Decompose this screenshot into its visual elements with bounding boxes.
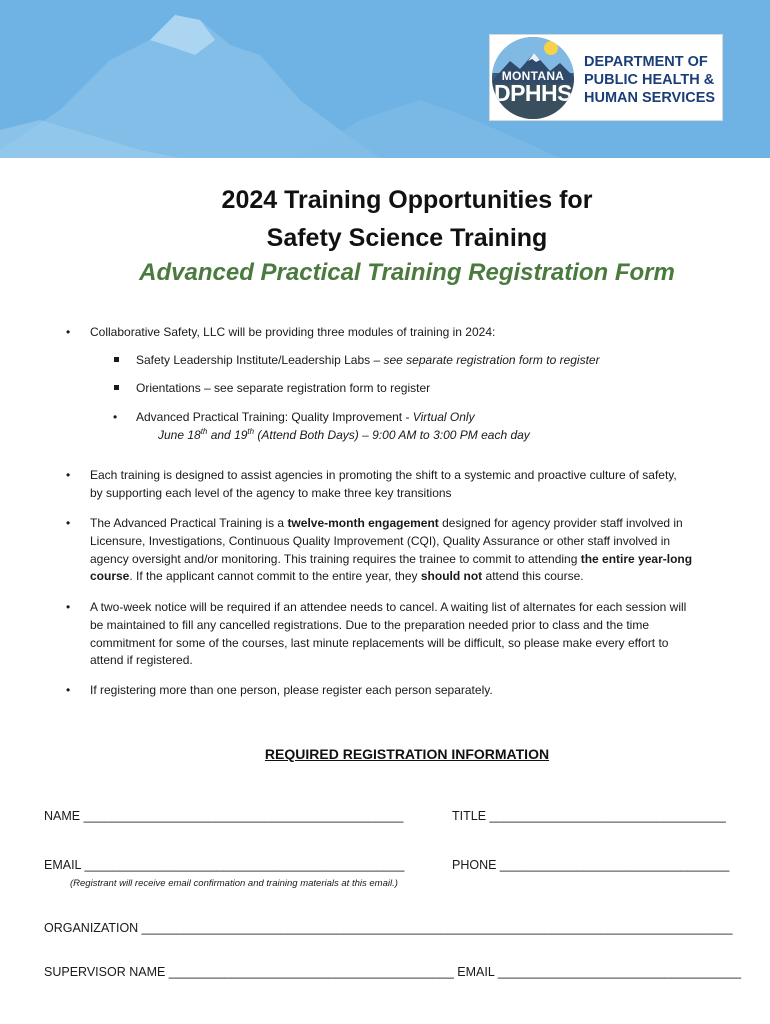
square-bullet bbox=[114, 385, 119, 390]
supervisor-field[interactable]: SUPERVISOR NAME _________________________________________ EMAIL ___________________________________ bbox=[44, 965, 742, 979]
email-note: (Registrant will receive email confirmation and training materials at this email.) bbox=[70, 878, 398, 889]
header-banner bbox=[0, 0, 770, 158]
organization-field[interactable]: ORGANIZATION _____________________________________________________________________________________ bbox=[44, 921, 733, 935]
dept-line-2: PUBLIC HEALTH & bbox=[584, 72, 715, 88]
sub-item-orientations: Orientations – see separate registration form to register bbox=[136, 381, 431, 395]
dept-line-3: HUMAN SERVICES bbox=[584, 90, 716, 106]
bullet-dot: • bbox=[66, 325, 71, 339]
dept-line-1: DEPARTMENT OF bbox=[584, 54, 708, 70]
sub-item-leadership: Safety Leadership Institute/Leadership Labs – see separate registration form to register bbox=[136, 353, 600, 367]
form-subtitle: Advanced Practical Training Registration Form bbox=[139, 259, 675, 286]
logo-department-name bbox=[584, 53, 715, 107]
training-purpose-text: Each training is designed to assist agencies in promoting the shift to a systemic and proactive culture of safety, by supporting each level of the agency to make three key transitions bbox=[90, 468, 677, 500]
bullet-dot: • bbox=[66, 468, 71, 482]
bullet-dot: • bbox=[113, 410, 118, 424]
dphhs-logo bbox=[489, 34, 723, 121]
name-field[interactable]: NAME ______________________________________________ bbox=[44, 809, 404, 823]
phone-field[interactable]: PHONE _________________________________ bbox=[452, 858, 730, 872]
title-field[interactable]: TITLE __________________________________ bbox=[452, 809, 726, 823]
square-bullet bbox=[114, 357, 119, 362]
sub-item-advanced: Advanced Practical Training: Quality Improvement - Virtual Only bbox=[136, 410, 475, 424]
engagement-text: The Advanced Practical Training is a twelve-month engagement designed for agency provider staff involved in Licensure, Investigations, Continuous Quality Improvement (CQI), Quality Assurance or other staff involved in agency oversight and/or monitoring. This training requires the trainee to commit to attending the entire year-long course. If the applicant cannot commit to the entire year, they should not attend this course. bbox=[90, 516, 693, 584]
cancellation-text: A two-week notice will be required if an attendee needs to cancel. A waiting list of alternates for each session will be maintained to fill any cancelled registrations. Due to the preparation needed prior to class and the time commitment for some of the courses, last minute replacements will be difficult, so please make every effort to attend if registered. bbox=[90, 600, 687, 668]
logo-abbr-text: DPHHS bbox=[493, 80, 572, 106]
page-title-line-2: Safety Science Training bbox=[266, 224, 548, 252]
logo-state-text: MONTANA bbox=[501, 69, 565, 83]
bullet-dot: • bbox=[66, 683, 71, 697]
email-field[interactable]: EMAIL ______________________________________________ bbox=[44, 858, 405, 872]
multiple-registrants-text: If registering more than one person, please register each person separately. bbox=[90, 683, 493, 697]
sub-item-advanced-dates: June 18th and 19th (Attend Both Days) – 9:00 AM to 3:00 PM each day bbox=[158, 427, 530, 442]
intro-text: Collaborative Safety, LLC will be providing three modules of training in 2024: bbox=[90, 325, 496, 339]
bullet-dot: • bbox=[66, 600, 71, 614]
logo-emblem bbox=[492, 37, 574, 119]
registration-heading: REQUIRED REGISTRATION INFORMATION bbox=[264, 746, 550, 762]
bullet-dot: • bbox=[66, 516, 71, 530]
page-title-line-1: 2024 Training Opportunities for bbox=[221, 186, 593, 214]
